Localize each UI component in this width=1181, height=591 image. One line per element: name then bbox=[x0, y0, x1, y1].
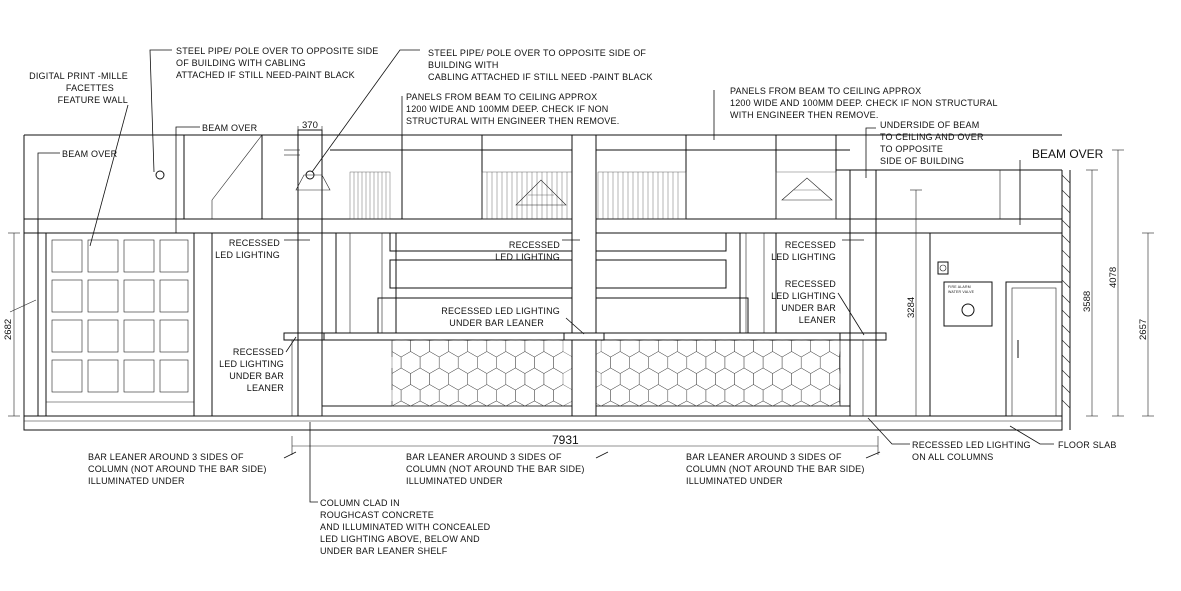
bar-leaner-2-label-2: COLUMN (NOT AROUND THE BAR SIDE) bbox=[406, 464, 585, 474]
hex-tile bbox=[830, 368, 840, 390]
hex-tile bbox=[392, 385, 401, 407]
digital-print-label-3: FEATURE WALL bbox=[57, 95, 128, 105]
hex-tile bbox=[544, 368, 563, 390]
hex-tile bbox=[677, 401, 696, 406]
panels-left-label-1: PANELS FROM BEAM TO CEILING APPROX bbox=[406, 92, 598, 102]
recessed-5-label-2: UNDER BAR LEANER bbox=[449, 318, 544, 328]
fire-alarm-label-1: FIRE ALARM bbox=[948, 285, 971, 289]
hex-tile bbox=[515, 352, 534, 374]
bar-leaner-3-label-3: ILLUMINATED UNDER bbox=[686, 476, 783, 486]
hex-tile bbox=[487, 368, 506, 390]
hex-tile bbox=[554, 385, 573, 407]
digital-print-label-2: FACETTES bbox=[65, 83, 114, 93]
hex-tile bbox=[820, 385, 839, 407]
hex-tile bbox=[477, 385, 496, 407]
hex-tile bbox=[706, 352, 725, 374]
hex-tile bbox=[773, 401, 792, 406]
hex-tile bbox=[611, 385, 630, 407]
recessed-2-label-2: LED LIGHTING bbox=[495, 252, 560, 262]
hex-tile bbox=[706, 385, 725, 407]
hex-tile bbox=[601, 340, 620, 357]
hex-tile bbox=[725, 385, 744, 407]
hex-tile bbox=[487, 401, 506, 406]
column-1 bbox=[284, 130, 330, 416]
panels-left-label-3: STRUCTURAL WITH ENGINEER THEN REMOVE. bbox=[406, 116, 620, 126]
hex-tile bbox=[449, 340, 468, 357]
bar-leaner-1-label-1: BAR LEANER AROUND 3 SIDES OF bbox=[88, 452, 244, 462]
hex-tile bbox=[735, 340, 754, 357]
hex-tile bbox=[477, 352, 496, 374]
hex-tile bbox=[534, 385, 553, 407]
hex-tile bbox=[687, 385, 706, 407]
hex-tile bbox=[544, 401, 563, 406]
hex-tile bbox=[763, 385, 782, 407]
hex-tile bbox=[773, 368, 792, 390]
hex-tile bbox=[639, 368, 658, 390]
column-clad-label-1: COLUMN CLAD IN bbox=[320, 498, 400, 508]
hex-tile bbox=[392, 340, 411, 357]
recessed-5-label-1: RECESSED LED LIGHTING bbox=[441, 306, 560, 316]
hex-tile bbox=[658, 401, 677, 406]
hex-tile bbox=[630, 385, 649, 407]
steel-pipe-right-label-3: CABLING ATTACHED IF STILL NEED -PAINT BLACK bbox=[428, 72, 653, 82]
hex-tile bbox=[601, 401, 620, 406]
dimension-4078: 4078 bbox=[1108, 266, 1119, 288]
hex-tile bbox=[668, 385, 687, 407]
hex-tile bbox=[430, 368, 449, 390]
steel-pipe-left-label-1: STEEL PIPE/ POLE OVER TO OPPOSITE SIDE bbox=[176, 46, 379, 56]
hex-tile bbox=[649, 385, 668, 407]
recessed-4-label-4: LEANER bbox=[246, 383, 284, 393]
recessed-4-label-2: LED LIGHTING bbox=[219, 359, 284, 369]
beam-over-right-label: BEAM OVER bbox=[1032, 147, 1104, 161]
hex-tile bbox=[811, 368, 830, 390]
hex-tile bbox=[696, 340, 715, 357]
hex-tile bbox=[401, 352, 420, 374]
hex-tile bbox=[677, 340, 696, 357]
hex-tile bbox=[439, 385, 458, 407]
dimension-3588: 3588 bbox=[1082, 290, 1093, 312]
hex-tile bbox=[496, 352, 515, 374]
hex-tile bbox=[792, 368, 811, 390]
hex-tile bbox=[811, 401, 830, 406]
dimension-2682: 2682 bbox=[3, 318, 14, 340]
hex-tile bbox=[754, 401, 773, 406]
hex-tile bbox=[420, 385, 439, 407]
underside-beam-label-4: SIDE OF BUILDING bbox=[880, 156, 965, 166]
hex-tile bbox=[715, 340, 734, 357]
column-clad-label-5: UNDER BAR LEANER SHELF bbox=[320, 546, 448, 556]
hex-tile bbox=[792, 401, 811, 406]
hex-tile bbox=[392, 368, 411, 390]
bar-leaner-1-label-3: ILLUMINATED UNDER bbox=[88, 476, 185, 486]
hex-tile bbox=[458, 352, 477, 374]
hex-tile bbox=[687, 352, 706, 374]
hex-tile bbox=[601, 368, 620, 390]
hex-tile bbox=[658, 340, 677, 357]
hex-tile bbox=[744, 352, 763, 374]
recessed-2-label-1: RECESSED bbox=[508, 240, 560, 250]
hex-tile bbox=[525, 340, 544, 357]
digital-print-label-1: DIGITAL PRINT -MILLE bbox=[29, 71, 128, 81]
hex-tile bbox=[668, 352, 687, 374]
steel-pipe-left-label-3: ATTACHED IF STILL NEED-PAINT BLACK bbox=[176, 70, 355, 80]
hex-tile bbox=[496, 385, 515, 407]
column-3 bbox=[840, 170, 886, 416]
recessed-6-label-2: LED LIGHTING bbox=[771, 291, 836, 301]
hex-tile bbox=[430, 401, 449, 406]
hex-tile bbox=[458, 385, 477, 407]
bar-leaner-2-label-1: BAR LEANER AROUND 3 SIDES OF bbox=[406, 452, 562, 462]
bar-leaner-3-label-2: COLUMN (NOT AROUND THE BAR SIDE) bbox=[686, 464, 865, 474]
hex-tile bbox=[696, 368, 715, 390]
hex-tile bbox=[773, 340, 792, 357]
hex-tile bbox=[411, 340, 430, 357]
hex-tile bbox=[811, 340, 830, 357]
hex-tile bbox=[620, 340, 639, 357]
hex-tile bbox=[639, 340, 658, 357]
hex-tile bbox=[630, 352, 649, 374]
recessed-6-label-3: UNDER BAR bbox=[781, 303, 836, 313]
hex-tile bbox=[506, 340, 525, 357]
recessed-1-label-1: RECESSED bbox=[228, 238, 280, 248]
dimension-370: 370 bbox=[302, 120, 318, 131]
hex-tile bbox=[715, 368, 734, 390]
underside-beam-label-1: UNDERSIDE OF BEAM bbox=[880, 120, 980, 130]
hex-tile bbox=[468, 401, 487, 406]
bar-leaner-2-label-3: ILLUMINATED UNDER bbox=[406, 476, 503, 486]
hex-tile bbox=[554, 352, 573, 374]
hex-tile bbox=[506, 368, 525, 390]
hex-tile bbox=[392, 352, 401, 374]
hex-tile bbox=[782, 385, 801, 407]
hex-tile bbox=[487, 340, 506, 357]
panels-right-label-1: PANELS FROM BEAM TO CEILING APPROX bbox=[730, 86, 922, 96]
hex-tile bbox=[677, 368, 696, 390]
recessed-6-label-1: RECESSED bbox=[784, 279, 836, 289]
hex-tile bbox=[754, 340, 773, 357]
hex-tile bbox=[430, 340, 449, 357]
hex-tile bbox=[620, 401, 639, 406]
hex-tile bbox=[620, 368, 639, 390]
hex-tile bbox=[658, 368, 677, 390]
recessed-columns-label-2: ON ALL COLUMNS bbox=[912, 452, 994, 462]
hex-tile bbox=[525, 368, 544, 390]
hex-tile bbox=[735, 368, 754, 390]
panels-left-label-2: 1200 WIDE AND 100MM DEEP. CHECK IF NON bbox=[406, 104, 609, 114]
hex-tile bbox=[401, 385, 420, 407]
hex-tile bbox=[735, 401, 754, 406]
column-clad-label-3: AND ILLUMINATED WITH CONCEALED bbox=[320, 522, 491, 532]
hex-tile bbox=[439, 352, 458, 374]
recessed-4-label-1: RECESSED bbox=[232, 347, 284, 357]
hex-tile bbox=[763, 352, 782, 374]
bar-leaner-1-label-2: COLUMN (NOT AROUND THE BAR SIDE) bbox=[88, 464, 267, 474]
floor-slab-label: FLOOR SLAB bbox=[1058, 440, 1117, 450]
hex-tile bbox=[420, 352, 439, 374]
hex-tile bbox=[411, 368, 430, 390]
hex-tile bbox=[830, 401, 840, 406]
hex-tile bbox=[754, 368, 773, 390]
panels-right-label-3: WITH ENGINEER THEN REMOVE. bbox=[730, 110, 879, 120]
hex-tile bbox=[411, 401, 430, 406]
hex-tile bbox=[468, 340, 487, 357]
panels-right-label-2: 1200 WIDE AND 100MM DEEP. CHECK IF NON STRUCTURAL bbox=[730, 98, 998, 108]
hex-tile bbox=[801, 352, 820, 374]
recessed-4-label-3: UNDER BAR bbox=[229, 371, 284, 381]
hex-tile bbox=[801, 385, 820, 407]
recessed-columns-label-1: RECESSED LED LIGHTING bbox=[912, 440, 1031, 450]
hex-tile bbox=[696, 401, 715, 406]
hex-tile bbox=[611, 352, 630, 374]
beam-over-mid-label: BEAM OVER bbox=[202, 123, 258, 133]
steel-pipe-right-label-1: STEEL PIPE/ POLE OVER TO OPPOSITE SIDE OF bbox=[428, 48, 647, 58]
fire-alarm-label-2: WATER VALVE bbox=[948, 290, 975, 294]
column-clad-label-4: LED LIGHTING ABOVE, BELOW AND bbox=[320, 534, 480, 544]
hex-tile bbox=[544, 340, 563, 357]
dimension-2657: 2657 bbox=[1138, 318, 1149, 340]
hex-tile bbox=[515, 385, 534, 407]
recessed-3-label-2: LED LIGHTING bbox=[771, 252, 836, 262]
hex-tile bbox=[534, 352, 553, 374]
column-clad-label-2: ROUGHCAST CONCRETE bbox=[320, 510, 434, 520]
hex-tile bbox=[392, 401, 411, 406]
hex-tile bbox=[782, 352, 801, 374]
steel-pipe-right-label-2: BUILDING WITH bbox=[428, 60, 499, 70]
hex-tile bbox=[725, 352, 744, 374]
hex-tile bbox=[449, 401, 468, 406]
dimension-7931: 7931 bbox=[552, 433, 579, 447]
hex-tile bbox=[525, 401, 544, 406]
hex-tile bbox=[506, 401, 525, 406]
bar-leaner-3-label-1: BAR LEANER AROUND 3 SIDES OF bbox=[686, 452, 842, 462]
recessed-6-label-4: LEANER bbox=[798, 315, 836, 325]
steel-pipe-left-label-2: OF BUILDING WITH CABLING bbox=[176, 58, 306, 68]
hex-tile bbox=[468, 368, 487, 390]
hex-tile bbox=[744, 385, 763, 407]
hex-tile bbox=[449, 368, 468, 390]
underside-beam-label-3: TO OPPOSITE bbox=[880, 144, 944, 154]
hex-tile bbox=[715, 401, 734, 406]
beam-over-left-label: BEAM OVER bbox=[62, 149, 118, 159]
dimension-3284: 3284 bbox=[906, 296, 917, 318]
right-panel bbox=[930, 233, 1062, 416]
hex-tile bbox=[639, 401, 658, 406]
underside-beam-label-2: TO CEILING AND OVER bbox=[880, 132, 984, 142]
recessed-1-label-2: LED LIGHTING bbox=[215, 250, 280, 260]
hex-tile bbox=[820, 352, 839, 374]
hex-tile bbox=[792, 340, 811, 357]
hex-tile bbox=[649, 352, 668, 374]
recessed-3-label-1: RECESSED bbox=[784, 240, 836, 250]
